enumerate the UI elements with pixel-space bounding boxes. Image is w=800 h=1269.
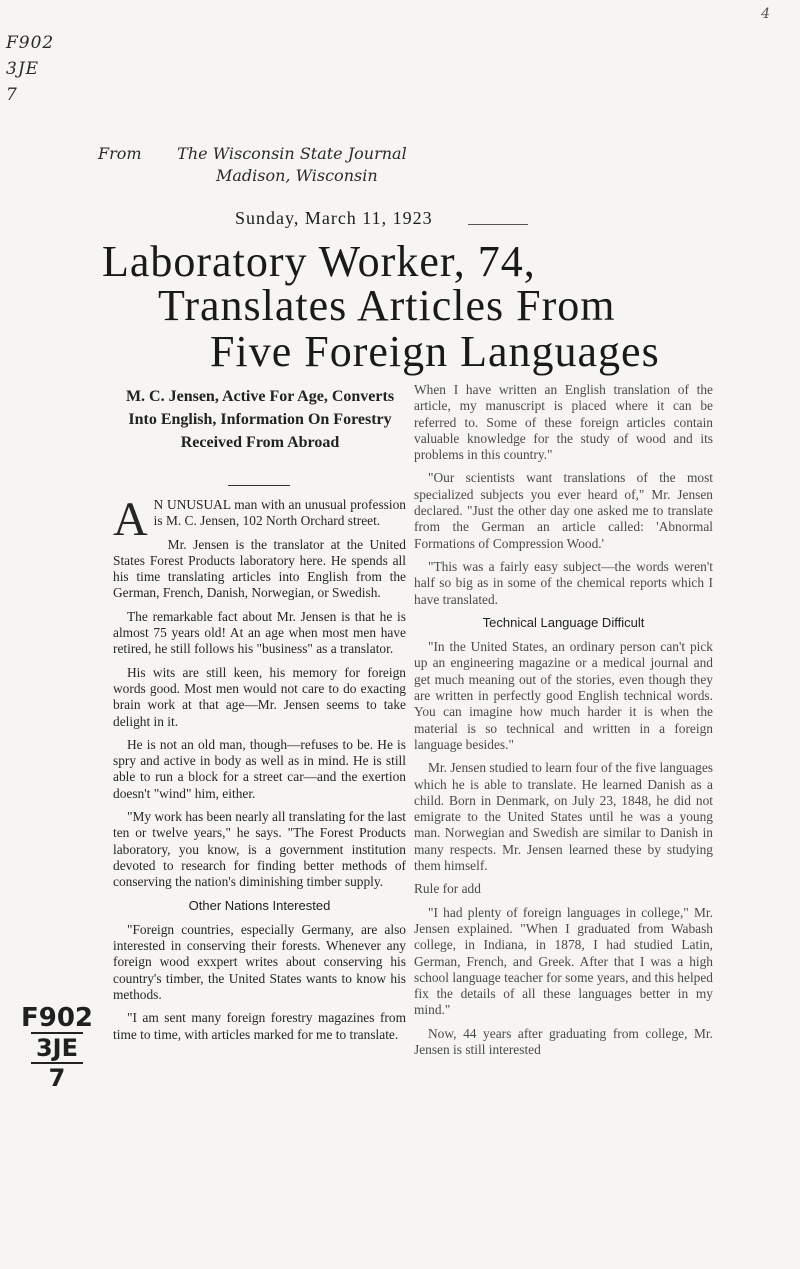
paragraph: "In the United States, an ordinary person can't pick up an engineering magazine or a medical journal and get much meaning out of the stories, even though they are written in perfectly good English technical words. You can imagine how much harder it is when the material is so technical and written in a foreign language besides." xyxy=(414,639,713,752)
paragraph: "My work has been nearly all translating for the last ten or twelve years," he says. "The Forest Products laboratory, you know, is a government institution devoted to research for finding better methods of conserving the nation's diminishing timber supply. xyxy=(113,809,406,890)
dateline: Sunday, March 11, 1923 xyxy=(235,208,433,228)
article-column-right xyxy=(414,382,713,1187)
paragraph: "Foreign countries, especially Germany, are also interested in conserving their forests. Whenever any foreign wood exxpert writes about conserving his country's timber, the United States wants to know his methods. xyxy=(113,921,406,1003)
paragraph: "Our scientists want translations of the most specialized subjects you ever heard of," Mr. Jensen declared. "Just the other day one asked me to translate from the German an article called: 'Abnormal Formations of Compression Wood.' xyxy=(414,470,713,551)
archive-mark-side: F902 3JE 7 xyxy=(20,1003,94,1092)
deck-subheadline: M. C. Jensen, Active For Age, Converts Into English, Information On Forestry Received From Abroad xyxy=(125,388,395,451)
paragraph: Mr. Jensen studied to learn four of the five languages which he is able to translate. He learned Danish as a child. Born in Denmark, on July 23, 1848, he did not emigrate to the United States until he was a young man. Norwegian and Swedish are similar to Danish in many respects. Mr. Jensen learned these by studying them himself. xyxy=(414,760,713,874)
source-note: From The Wisconsin State Journal Madison, Wisconsin xyxy=(98,144,407,185)
drop-cap: A xyxy=(113,497,148,546)
dateline-rule xyxy=(468,224,528,225)
paragraph: The remarkable fact about Mr. Jensen is that he is almost 75 years old! At an age when most men have retired, he still follows his "business" as a translator. xyxy=(113,608,406,657)
archive-mark-top: F902 3JE 7 xyxy=(6,33,55,105)
subheading: Other Nations Interested xyxy=(188,897,331,913)
article-column-left xyxy=(113,497,406,1187)
paragraph: Mr. Jensen is the translator at the United States Forest Products laboratory here. He spends all his time translating articles into English from the German, French, Danish, Norwegian, or Swedish. xyxy=(113,536,406,601)
corner-mark: 4 xyxy=(761,6,770,22)
subheading: Technical Language Difficult xyxy=(482,614,645,630)
deck-rule xyxy=(228,485,290,486)
paragraph: Rule for add xyxy=(414,881,481,897)
paragraph: "I had plenty of foreign languages in college," Mr. Jensen explained. "When I graduated from Wabash college, in Indiana, in 1878, I had studied Latin, German, French, and Greek. After that I was a high school language teacher for some years, and this helped fix the details of all these languages better in my mind." xyxy=(414,904,713,1018)
paragraph: "I am sent many foreign forestry magazines from time to time, with articles marked for me to translate. xyxy=(113,1010,406,1042)
headline-line-1: Laboratory Worker, 74, xyxy=(102,237,536,286)
paragraph: Now, 44 years after graduating from college, Mr. Jensen is still interested xyxy=(414,1025,713,1057)
paragraph: His wits are still keen, his memory for foreign words good. Most men would not care to do exacting brain work at that age—Mr. Jensen seems to take delight in it. xyxy=(113,664,406,729)
headline-line-3: Five Foreign Languages xyxy=(210,327,660,376)
paragraph: He is not an old man, though—refuses to be. He is spry and active in body as well as in mind. He is still able to run a block for a street car—and the exertion doesn't "wind" him, either. xyxy=(113,736,406,801)
paragraph: When I have written an English translation of the article, my manuscript is placed where it can be referred to. Some of these foreign articles contain valuable knowledge for the study of wood and its problems in this country." xyxy=(414,382,713,463)
paragraph: "This was a fairly easy subject—the words weren't half so big as in some of the chemical reports which I have translated. xyxy=(414,558,713,607)
paragraph: A N UNUSUAL man with an unusual profession is M. C. Jensen, 102 North Orchard street. xyxy=(113,497,406,546)
headline-line-2: Translates Articles From xyxy=(158,281,616,330)
